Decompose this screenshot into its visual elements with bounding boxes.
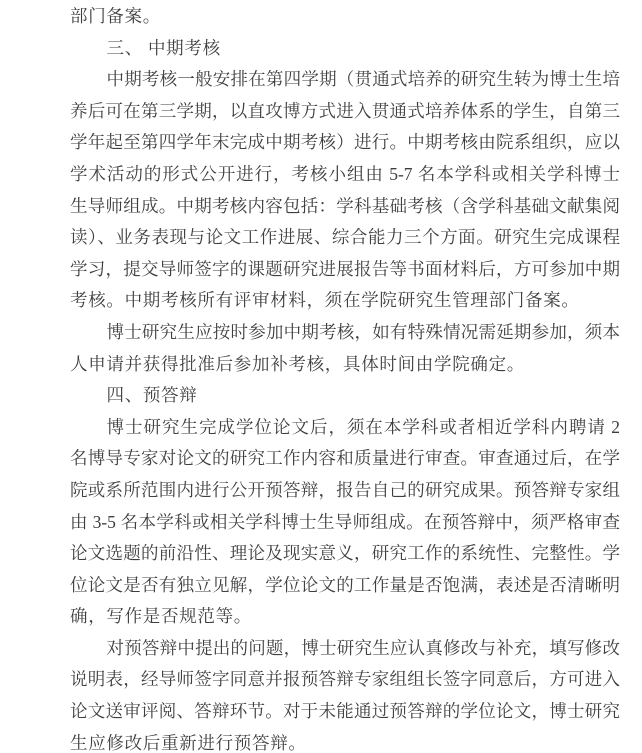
text-line: 院或系所范围内进行公开预答辩，报告自己的研究成果。预答辩专家组 xyxy=(70,479,620,500)
text-line: 说明表，经导师签字同意并报预答辩专家组组长签字同意后，方可进入 xyxy=(70,669,620,690)
text-line: 由 3-5 名本学科或相关学科博士生导师组成。在预答辩中，须严格审查 xyxy=(70,511,620,532)
text-line: 生导师组成。中期考核内容包括：学科基础考核（含学科基础文献集阅 xyxy=(70,195,620,216)
section-heading-midterm: 三、 中期考核 xyxy=(106,37,221,58)
text-line: 论文选题的前沿性、理论及现实意义，研究工作的系统性、完整性。学 xyxy=(70,543,620,564)
text-line: 中期考核一般安排在第四学期（贯通式培养的研究生转为博士生培 xyxy=(106,69,620,90)
text-line: 生应修改后重新进行预答辩。 xyxy=(70,732,307,753)
text-line: 确，写作是否规范等。 xyxy=(70,606,252,627)
text-line: 部门备案。 xyxy=(70,6,161,26)
text-line: 人申请并获得批准后参加补考核，具体时间由学院确定。 xyxy=(70,353,525,374)
text-line: 名博导专家对论文的研究工作内容和质量进行审查。审查通过后，在学 xyxy=(70,448,620,469)
text-line: 博士研究生完成学位论文后，须在本学科或者相近学科内聘请 2 xyxy=(106,416,620,437)
text-line: 位论文是否有独立见解，学位论文的工作量是否饱满，表述是否清晰明 xyxy=(70,574,620,595)
section-heading-pre-defense: 四、预答辩 xyxy=(106,385,198,406)
text-line: 读）、业务表现与论文工作进展、综合能力三个方面。研究生完成课程 xyxy=(70,227,620,248)
text-line: 博士研究生应按时参加中期考核，如有特殊情况需延期参加，须本 xyxy=(106,321,620,342)
text-line: 对预答辩中提出的问题，博士研究生应认真修改与补充，填写修改 xyxy=(106,637,620,658)
text-line: 论文送审评阅、答辩环节。对于未能通过预答辩的学位论文，博士研究 xyxy=(70,701,620,722)
text-line: 养后可在第三学期，以直攻博方式进入贯通式培养体系的学生，自第三 xyxy=(70,100,620,121)
text-line: 学术活动的形式公开进行，考核小组由 5-7 名本学科或相关学科博士 xyxy=(70,163,620,184)
text-line: 考核。中期考核所有评审材料，须在学院研究生管理部门备案。 xyxy=(70,290,580,311)
text-line: 学习，提交导师签字的课题研究进展报告等书面材料后，方可参加中期 xyxy=(70,258,620,279)
document-text-block xyxy=(70,1,620,753)
text-line: 学年起至第四学年末完成中期考核）进行。中期考核由院系组织，应以 xyxy=(70,132,620,153)
